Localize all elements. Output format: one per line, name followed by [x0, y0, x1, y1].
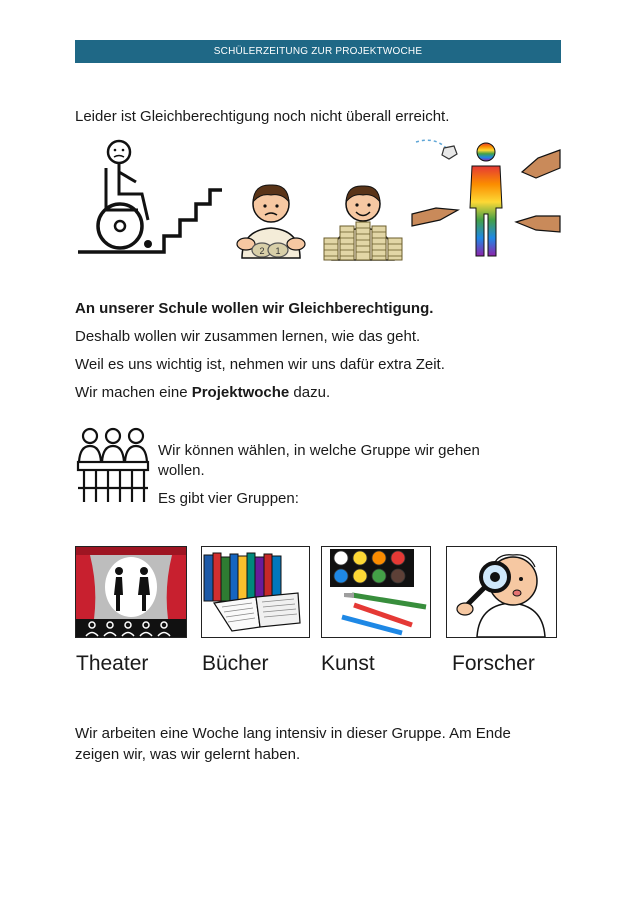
- theater-stage-icon: [76, 547, 186, 637]
- intro-text: Leider ist Gleichberechtigung noch nicht überall erreicht.: [75, 108, 450, 125]
- group-label-theater: Theater: [76, 652, 149, 675]
- rainbow-person-pointing-fingers-icon: [410, 138, 562, 260]
- body-line-3: [75, 383, 330, 403]
- header-bar: [75, 40, 561, 63]
- books-icon: [202, 547, 309, 637]
- researcher-tile: [446, 546, 557, 638]
- group-meeting-icon: [76, 426, 150, 506]
- header-title: SCHÜLERZEITUNG ZUR PROJEKTWOCHE: [213, 46, 423, 57]
- wheelchair-stairs-icon: [76, 138, 224, 258]
- boy-few-coins-icon: [232, 180, 310, 260]
- group-label-researchers: Forscher: [452, 652, 535, 675]
- group-label-art: Kunst: [321, 652, 375, 675]
- closing-line-2: zeigen wir, was wir gelernt haben.: [75, 746, 301, 763]
- art-tile: [321, 546, 431, 638]
- body-line-1: Deshalb wollen wir zusammen lernen, wie das geht.: [75, 328, 421, 345]
- choose-line-3: Es gibt vier Gruppen:: [158, 490, 299, 507]
- theater-tile: [75, 546, 187, 638]
- boy-many-coins-icon: [318, 182, 408, 262]
- coin-label: 1: [275, 246, 281, 256]
- books-tile: [201, 546, 310, 638]
- closing-line-1: Wir arbeiten eine Woche lang intensiv in dieser Gruppe. Am Ende: [75, 725, 511, 742]
- body-line-3-post: dazu.: [289, 384, 331, 401]
- body-heading: An unserer Schule wollen wir Gleichberechtigung.: [75, 300, 434, 317]
- body-line-2: Weil es uns wichtig ist, nehmen wir uns dafür extra Zeit.: [75, 356, 445, 373]
- paint-palette-icon: [322, 547, 430, 637]
- project-week-term: Projektwoche: [191, 384, 290, 401]
- group-label-books: Bücher: [202, 652, 269, 675]
- coin-label: 2: [259, 246, 265, 256]
- body-line-3-pre: Wir machen eine: [75, 384, 192, 401]
- choose-line-2: wollen.: [158, 462, 205, 479]
- choose-line-1: Wir können wählen, in welche Gruppe wir gehen: [158, 442, 480, 459]
- magnifier-researcher-icon: [447, 547, 556, 637]
